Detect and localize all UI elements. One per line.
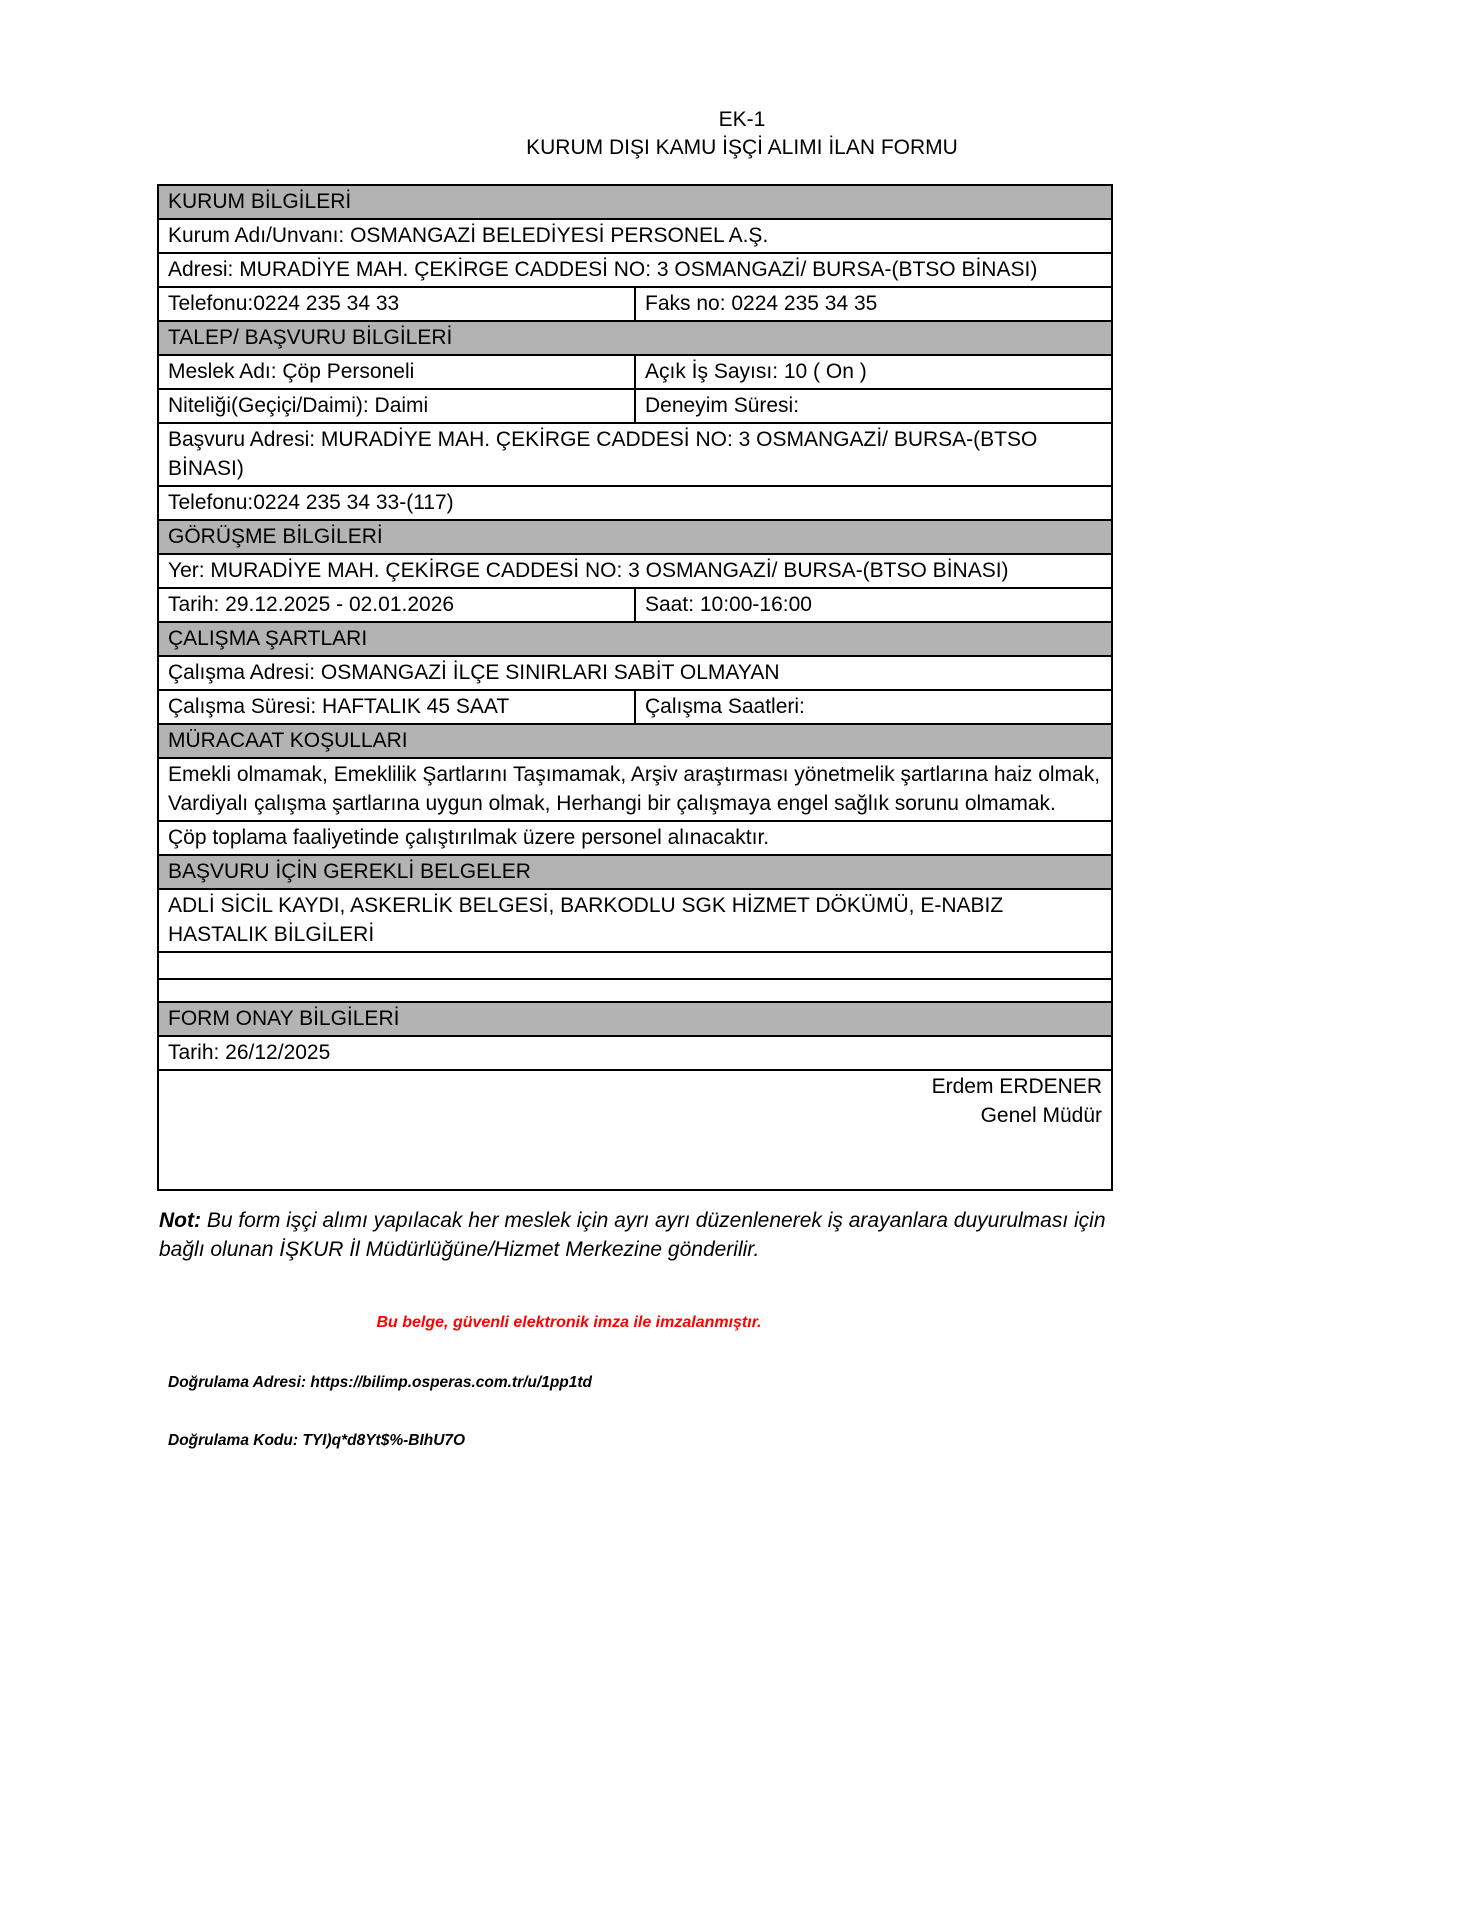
table-row <box>158 520 1112 554</box>
verification-address: Doğrulama Adresi: https://bilimp.osperas.com.tr/u/1pp1td <box>168 1374 593 1391</box>
table-row <box>158 690 1112 724</box>
muracaat-kosullar-cell: Emekli olmamak, Emeklilik Şartlarını Taşımamak, Arşiv araştırması yönetmelik şartlarına haiz olmak, Vardiyalı çalışma şartlarına uygun olmak, Herhangi bir çalışmaya engel sağlık sorunu olmamak. <box>158 758 1112 821</box>
table-row <box>158 588 1112 622</box>
document-content <box>157 184 1113 1450</box>
section-header-calisma-sartlari: ÇALIŞMA ŞARTLARI <box>158 622 1112 656</box>
calisma-adresi-cell: Çalışma Adresi: OSMANGAZİ İLÇE SINIRLARI SABİT OLMAYAN <box>158 656 1112 690</box>
section-header-form-onay: FORM ONAY BİLGİLERİ <box>158 1002 1112 1036</box>
verification-code: Doğrulama Kodu: TYI)q*d8Yt$%-BIhU7O <box>168 1432 466 1449</box>
section-header-gerekli-belgeler: BAŞVURU İÇİN GEREKLİ BELGELER <box>158 855 1112 889</box>
signer-title: Genel Müdür <box>980 1104 1102 1127</box>
table-row <box>158 355 1112 389</box>
meslek-adi-cell: Meslek Adı: Çöp Personeli <box>158 355 635 389</box>
onay-tarih-cell: Tarih: 26/12/2025 <box>158 1036 1112 1070</box>
muracaat-aciklama-cell: Çöp toplama faaliyetinde çalıştırılmak üzere personel alınacaktır. <box>158 821 1112 855</box>
footnote-text: Bu form işçi alımı yapılacak her meslek için ayrı ayrı düzenlenerek iş arayanlara duyurulması için bağlı olunan İŞKUR İl Müdürlüğüne/Hizmet Merkezine gönderilir. <box>159 1209 1106 1261</box>
form-name: KURUM DIŞI KAMU İŞÇİ ALIMI İLAN FORMU <box>526 136 958 159</box>
signature-cell <box>158 1070 1112 1190</box>
kurum-telefon-cell: Telefonu:0224 235 34 33 <box>158 287 635 321</box>
esign-notice: Bu belge, güvenli elektronik imza ile imzalanmıştır. <box>376 1314 762 1331</box>
section-header-kurum-bilgileri: KURUM BİLGİLERİ <box>158 185 1112 219</box>
table-row <box>158 185 1112 219</box>
basvuru-adresi-cell: Başvuru Adresi: MURADİYE MAH. ÇEKİRGE CADDESİ NO: 3 OSMANGAZİ/ BURSA-(BTSO BİNASI) <box>158 423 1112 486</box>
form-code: EK-1 <box>718 108 766 131</box>
kurum-adi-cell: Kurum Adı/Unvanı: OSMANGAZİ BELEDİYESİ PERSONEL A.Ş. <box>158 219 1112 253</box>
niteligi-cell: Niteliği(Geçiçi/Daimi): Daimi <box>158 389 635 423</box>
gerekli-belgeler-cell: ADLİ SİCİL KAYDI, ASKERLİK BELGESİ, BARKODLU SGK HİZMET DÖKÜMÜ, E-NABIZ HASTALIK BİLGİLERİ <box>158 889 1112 952</box>
table-row <box>158 889 1112 952</box>
table-row <box>158 321 1112 355</box>
table-row <box>158 952 1112 979</box>
table-row <box>158 287 1112 321</box>
ilan-form-table <box>157 184 1113 1191</box>
table-row <box>158 423 1112 486</box>
table-row <box>158 1070 1112 1190</box>
section-header-muracaat-kosullari: MÜRACAAT KOŞULLARI <box>158 724 1112 758</box>
calisma-suresi-cell: Çalışma Süresi: HAFTALIK 45 SAAT <box>158 690 635 724</box>
table-row <box>158 979 1112 1002</box>
table-row <box>158 389 1112 423</box>
section-header-talep-basvuru: TALEP/ BAŞVURU BİLGİLERİ <box>158 321 1112 355</box>
section-header-gorusme: GÖRÜŞME BİLGİLERİ <box>158 520 1112 554</box>
gorusme-tarih-cell: Tarih: 29.12.2025 - 02.01.2026 <box>158 588 635 622</box>
kurum-adres-cell: Adresi: MURADİYE MAH. ÇEKİRGE CADDESİ NO: 3 OSMANGAZİ/ BURSA-(BTSO BİNASI) <box>158 253 1112 287</box>
calisma-saatleri-cell: Çalışma Saatleri: <box>635 690 1112 724</box>
table-row <box>158 1036 1112 1070</box>
signer-name: Erdem ERDENER <box>931 1075 1102 1098</box>
table-row <box>158 554 1112 588</box>
table-row <box>158 1002 1112 1036</box>
document-title <box>92 106 1392 162</box>
table-row <box>158 486 1112 520</box>
table-row <box>158 855 1112 889</box>
footnote-label: Not: <box>159 1209 201 1232</box>
table-row <box>158 219 1112 253</box>
kurum-faks-cell: Faks no: 0224 235 34 35 <box>635 287 1112 321</box>
empty-row-cell <box>158 979 1112 1002</box>
gorusme-yer-cell: Yer: MURADİYE MAH. ÇEKİRGE CADDESİ NO: 3 OSMANGAZİ/ BURSA-(BTSO BİNASI) <box>158 554 1112 588</box>
basvuru-telefon-cell: Telefonu:0224 235 34 33-(117) <box>158 486 1112 520</box>
gorusme-saat-cell: Saat: 10:00-16:00 <box>635 588 1112 622</box>
empty-row-cell <box>158 952 1112 979</box>
table-row <box>158 821 1112 855</box>
table-row <box>158 758 1112 821</box>
table-row <box>158 622 1112 656</box>
table-row <box>158 656 1112 690</box>
table-row <box>158 724 1112 758</box>
deneyim-suresi-cell: Deneyim Süresi: <box>635 389 1112 423</box>
acik-is-sayisi-cell: Açık İş Sayısı: 10 ( On ) <box>635 355 1112 389</box>
table-row <box>158 253 1112 287</box>
footnote <box>157 1206 1113 1264</box>
